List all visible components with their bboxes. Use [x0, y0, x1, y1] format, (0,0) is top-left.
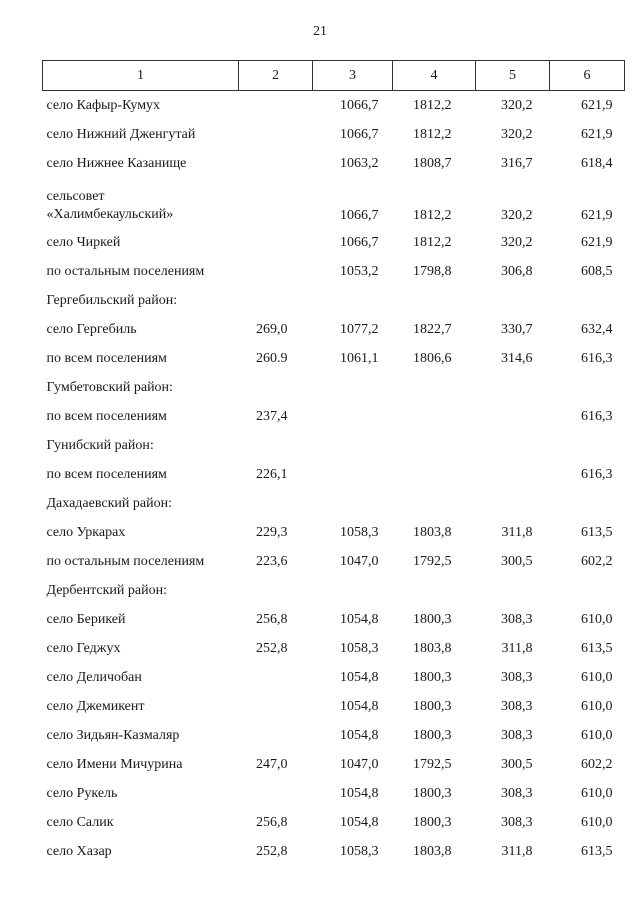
value-cell-col-6: 632,4: [581, 321, 613, 337]
value-cell-col-3: 1054,8: [340, 669, 379, 685]
value-cell-col-6: 602,2: [581, 756, 613, 772]
table-row: [43, 91, 625, 121]
settlement-name: село Чиркей: [46, 234, 121, 250]
value-cell-col-5: 306,8: [501, 263, 533, 279]
settlement-name: село Геджух: [46, 640, 121, 656]
settlement-name: [43, 178, 239, 228]
header-row: [43, 61, 625, 91]
table-row: [43, 257, 625, 286]
value-cell-col-3: 1058,3: [340, 524, 379, 540]
table-row: [43, 692, 625, 721]
district-heading-row: [43, 489, 625, 518]
value-cell-col-2: [239, 178, 313, 228]
value-cell-col-2: 269,0: [256, 321, 288, 337]
value-cell-col-4: 1800,3: [413, 727, 452, 743]
table-row: [43, 402, 625, 431]
district-name: Дахадаевский район:: [46, 495, 172, 511]
value-cell-col-3: 1047,0: [340, 756, 379, 772]
value-cell-col-3: 1054,8: [340, 611, 379, 627]
value-cell-col-3: 1063,2: [340, 155, 379, 171]
value-cell-col-4: 1800,3: [413, 611, 452, 627]
value-cell-col-3: 1077,2: [340, 321, 379, 337]
value-cell-col-4: 1800,3: [413, 814, 452, 830]
value-cell-col-2: 229,3: [256, 524, 288, 540]
settlement-name: по остальным поселениям: [46, 263, 205, 279]
value-cell-col-4: [393, 460, 476, 489]
value-cell-col-3: [313, 402, 393, 431]
value-cell-col-5: 311,8: [501, 524, 533, 540]
value-cell-col-5: 311,8: [501, 640, 533, 656]
value-cell-col-2: 256,8: [256, 814, 288, 830]
value-cell-col-6: 613,5: [581, 524, 613, 540]
table-row: [43, 605, 625, 634]
settlement-name: село Деличобан: [46, 669, 142, 685]
value-cell-col-4: 1798,8: [413, 263, 452, 279]
value-cell-col-2: 223,6: [256, 553, 288, 569]
settlement-name: село Кафыр-Кумух: [46, 97, 161, 113]
value-cell-col-2: [239, 120, 313, 149]
value-cell-col-3: 1061,1: [340, 350, 379, 366]
value-cell-col-6: 610,0: [581, 669, 613, 685]
value-cell-col-3: 1066,7: [340, 97, 379, 113]
settlement-name: село Джемикент: [46, 698, 145, 714]
settlement-name: село Зидьян-Казмаляр: [46, 727, 180, 743]
value-cell-col-4: 1812,2: [413, 208, 452, 223]
value-cell-col-5: 316,7: [501, 155, 533, 171]
tariff-table-container: [42, 60, 624, 866]
page-number: 21: [313, 24, 327, 39]
value-cell-col-3: 1054,8: [340, 698, 379, 714]
table-body: [43, 91, 625, 867]
value-cell-col-2: [239, 779, 313, 808]
value-cell-col-3: 1066,7: [340, 234, 379, 250]
district-heading-row: [43, 286, 625, 315]
value-cell-col-4: 1792,5: [413, 553, 452, 569]
value-cell-col-5: [476, 402, 550, 431]
settlement-name-line-2: «Халимбекаульский»: [46, 207, 174, 222]
value-cell-col-5: 308,3: [501, 698, 533, 714]
value-cell-col-6: 621,9: [581, 97, 613, 113]
value-cell-col-6: 621,9: [581, 234, 613, 250]
table-row: [43, 120, 625, 149]
value-cell-col-3: 1054,8: [340, 785, 379, 801]
value-cell-col-2: [239, 663, 313, 692]
value-cell-col-6: 602,2: [581, 553, 613, 569]
table-row: [43, 344, 625, 373]
value-cell-col-4: [393, 402, 476, 431]
column-header-3: 3: [313, 61, 393, 91]
value-cell-col-4: 1812,2: [413, 234, 452, 250]
value-cell-col-5: 308,3: [501, 814, 533, 830]
table-row: [43, 460, 625, 489]
value-cell-col-6: 610,0: [581, 785, 613, 801]
value-cell-col-4: 1812,2: [413, 97, 452, 113]
value-cell-col-2: 252,8: [256, 640, 288, 656]
value-cell-col-2: 252,8: [256, 843, 288, 859]
district-name: Гумбетовский район:: [46, 379, 173, 395]
value-cell-col-6: 621,9: [581, 126, 613, 142]
district-heading-row: [43, 431, 625, 460]
table-row: [43, 808, 625, 837]
value-cell-col-2: [239, 257, 313, 286]
table-row: [43, 178, 625, 228]
table-row: [43, 149, 625, 178]
table-row: [43, 663, 625, 692]
value-cell-col-4: 1792,5: [413, 756, 452, 772]
value-cell-col-4: 1812,2: [413, 126, 452, 142]
value-cell-col-6: 610,0: [581, 698, 613, 714]
table-row: [43, 779, 625, 808]
value-cell-col-5: 308,3: [501, 727, 533, 743]
value-cell-col-5: 320,2: [501, 208, 533, 223]
table-row: [43, 547, 625, 576]
table-header: [43, 61, 625, 91]
settlement-name: село Уркарах: [46, 524, 126, 540]
value-cell-col-6: 618,4: [581, 155, 613, 171]
value-cell-col-3: 1047,0: [340, 553, 379, 569]
settlement-name: село Салик: [46, 814, 114, 830]
settlement-name: по всем поселениям: [46, 466, 167, 482]
district-heading-row: [43, 373, 625, 402]
value-cell-col-4: 1803,8: [413, 843, 452, 859]
value-cell-col-3: 1054,8: [340, 727, 379, 743]
district-name: Гунибский район:: [46, 437, 154, 453]
value-cell-col-3: [313, 460, 393, 489]
settlement-name-line-1: сельсовет: [46, 189, 105, 204]
column-header-6: 6: [550, 61, 625, 91]
district-name: Гергебильский район:: [46, 292, 178, 308]
value-cell-col-3: 1053,2: [340, 263, 379, 279]
value-cell-col-6: 616,3: [581, 350, 613, 366]
value-cell-col-6: 621,9: [581, 208, 613, 223]
value-cell-col-5: 320,2: [501, 97, 533, 113]
value-cell-col-6: 616,3: [581, 408, 613, 424]
value-cell-col-4: 1800,3: [413, 785, 452, 801]
value-cell-col-4: 1800,3: [413, 669, 452, 685]
value-cell-col-5: 311,8: [501, 843, 533, 859]
value-cell-col-2: 237,4: [256, 408, 288, 424]
settlement-name: село Гергебиль: [46, 321, 137, 337]
value-cell-col-2: [239, 149, 313, 178]
column-header-4: 4: [393, 61, 476, 91]
value-cell-col-4: 1806,6: [413, 350, 452, 366]
value-cell-col-5: 308,3: [501, 611, 533, 627]
value-cell-col-5: 308,3: [501, 785, 533, 801]
column-header-5: 5: [476, 61, 550, 91]
table-row: [43, 837, 625, 866]
table-row: [43, 634, 625, 663]
settlement-name: по всем поселениям: [46, 350, 167, 366]
value-cell-col-3: 1058,3: [340, 843, 379, 859]
settlement-name: по всем поселениям: [46, 408, 167, 424]
value-cell-col-6: 610,0: [581, 611, 613, 627]
value-cell-col-6: 608,5: [581, 263, 613, 279]
value-cell-col-4: 1808,7: [413, 155, 452, 171]
value-cell-col-2: 260.9: [256, 350, 288, 366]
table-row: [43, 315, 625, 344]
table-row: [43, 228, 625, 257]
value-cell-col-3: 1054,8: [340, 814, 379, 830]
column-header-1: 1: [43, 61, 239, 91]
value-cell-col-5: 320,2: [501, 234, 533, 250]
table-row: [43, 721, 625, 750]
district-name: Дербентский район:: [46, 582, 167, 598]
value-cell-col-6: 610,0: [581, 814, 613, 830]
value-cell-col-2: [239, 228, 313, 257]
district-heading-row: [43, 576, 625, 605]
settlement-name: по остальным поселениям: [46, 553, 205, 569]
value-cell-col-4: 1800,3: [413, 698, 452, 714]
value-cell-col-3: 1066,7: [340, 126, 379, 142]
table-row: [43, 518, 625, 547]
value-cell-col-5: [476, 460, 550, 489]
value-cell-col-4: 1803,8: [413, 640, 452, 656]
settlement-name: село Нижнее Казанище: [46, 155, 187, 171]
value-cell-col-4: 1822,7: [413, 321, 452, 337]
table-row: [43, 750, 625, 779]
value-cell-col-6: 613,5: [581, 640, 613, 656]
value-cell-col-2: [239, 692, 313, 721]
value-cell-col-2: [239, 91, 313, 121]
column-header-2: 2: [239, 61, 313, 91]
settlement-name: село Хазар: [46, 843, 112, 859]
value-cell-col-6: 610,0: [581, 727, 613, 743]
value-cell-col-2: 226,1: [256, 466, 288, 482]
settlement-name: село Рукель: [46, 785, 118, 801]
value-cell-col-5: 308,3: [501, 669, 533, 685]
value-cell-col-6: 616,3: [581, 466, 613, 482]
value-cell-col-6: 613,5: [581, 843, 613, 859]
settlement-name: село Нижний Дженгутай: [46, 126, 196, 142]
value-cell-col-5: 330,7: [501, 321, 533, 337]
settlement-name: село Имени Мичурина: [46, 756, 183, 772]
value-cell-col-5: 300,5: [501, 553, 533, 569]
value-cell-col-5: 314,6: [501, 350, 533, 366]
tariff-table: [42, 60, 625, 866]
value-cell-col-3: 1066,7: [340, 208, 379, 223]
settlement-name: село Берикей: [46, 611, 126, 627]
value-cell-col-2: [239, 721, 313, 750]
value-cell-col-2: 247,0: [256, 756, 288, 772]
value-cell-col-3: 1058,3: [340, 640, 379, 656]
value-cell-col-2: 256,8: [256, 611, 288, 627]
value-cell-col-5: 300,5: [501, 756, 533, 772]
value-cell-col-4: 1803,8: [413, 524, 452, 540]
value-cell-col-5: 320,2: [501, 126, 533, 142]
